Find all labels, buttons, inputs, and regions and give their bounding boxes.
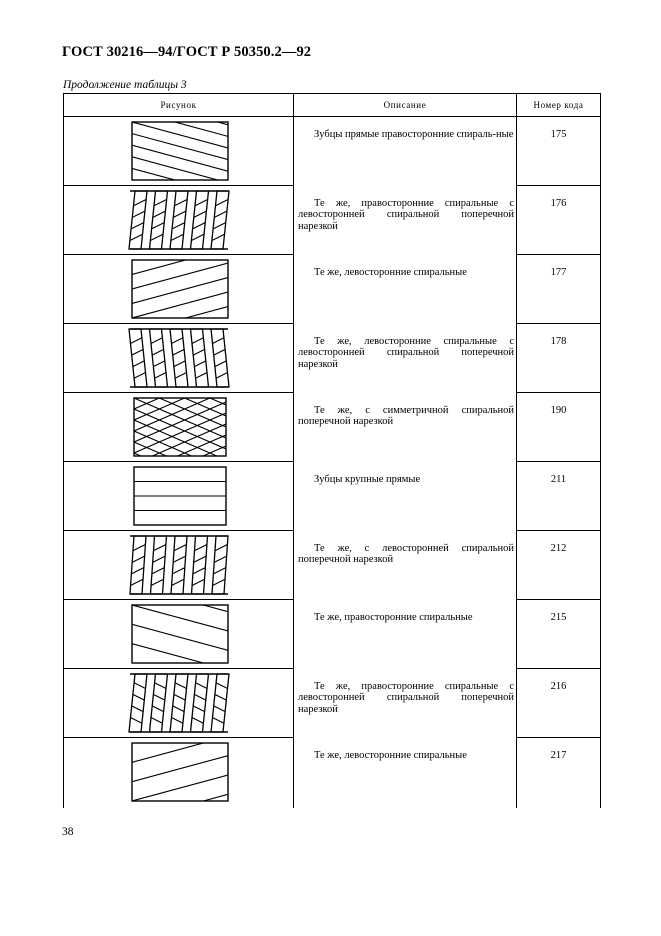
row-description: Те же, левосторонние спиральные: [314, 266, 467, 278]
cross-cut: [213, 223, 225, 229]
cross-cut: [171, 234, 183, 240]
figure-cell: [64, 600, 294, 669]
cross-cut: [213, 706, 225, 712]
row-description: Зубцы прямые правосторонние спираль-ные: [314, 129, 514, 140]
cross-cut: [195, 545, 207, 551]
cross-cut: [192, 579, 204, 585]
cross-cut: [193, 223, 205, 229]
cross-cut: [174, 361, 186, 367]
cross-cut: [130, 338, 142, 344]
cross-cut: [174, 545, 186, 551]
cross-cut: [153, 211, 165, 217]
hatch-line: [134, 402, 226, 442]
cross-cut: [215, 545, 227, 551]
hatch-line: [134, 393, 226, 398]
hatch-line: [132, 157, 228, 183]
cross-cut: [152, 349, 164, 355]
description-cell: [294, 324, 517, 393]
code-cell: [517, 324, 601, 393]
hatch-group: [132, 117, 228, 185]
code-cell: [517, 462, 601, 531]
cross-cut: [130, 717, 142, 723]
figure-border: [132, 260, 228, 318]
tooth-bar: [151, 536, 167, 594]
description-cell: [294, 255, 517, 324]
cross-cut: [154, 545, 166, 551]
hatch-line: [134, 409, 226, 449]
figure-cell: [64, 324, 294, 393]
hatch-group: [132, 255, 228, 323]
cross-cut: [194, 694, 206, 700]
column-header-description: Описание: [294, 94, 517, 117]
row-code: 211: [550, 474, 567, 485]
tooth-bar: [150, 191, 168, 249]
cross-cut: [151, 717, 163, 723]
hatch-line: [132, 600, 228, 612]
hatch-line: [134, 413, 226, 453]
row-description: Те же, левосторонние спиральные: [314, 749, 467, 761]
hatch-line: [132, 307, 228, 324]
hatch-line: [134, 420, 226, 460]
pattern-figure: [64, 600, 294, 668]
hatch-line: [132, 263, 228, 289]
cross-cut: [133, 211, 145, 217]
description-cell: [294, 531, 517, 600]
cross-cut: [215, 211, 227, 217]
cross-cut: [192, 717, 204, 723]
cross-cut: [213, 349, 225, 355]
cross-cut: [172, 706, 184, 712]
code-cell: [517, 738, 601, 809]
cross-cut: [214, 556, 226, 562]
hatch-line: [132, 255, 228, 260]
hatch-line: [134, 457, 226, 461]
cross-cut: [173, 556, 185, 562]
cross-cut: [134, 683, 146, 689]
cross-cut: [132, 568, 144, 574]
tooth-bar: [150, 674, 168, 732]
cross-cut: [192, 338, 204, 344]
figure-cell: [64, 255, 294, 324]
cross-cut: [133, 545, 145, 551]
cross-cut: [193, 706, 205, 712]
hatch-line: [132, 644, 228, 668]
figure-border: [132, 743, 228, 801]
code-cell: [517, 255, 601, 324]
cross-cut: [154, 372, 166, 378]
tooth-bar: [211, 191, 229, 249]
row-code: 175: [550, 129, 567, 140]
cross-cut: [154, 683, 166, 689]
cross-cut: [131, 579, 143, 585]
cross-cut: [130, 234, 142, 240]
hatch-group: [132, 600, 228, 668]
cross-cut: [131, 706, 143, 712]
hatch-line: [132, 180, 228, 185]
cross-cut: [171, 338, 183, 344]
cross-cut: [193, 568, 205, 574]
hatch-group: [134, 393, 226, 461]
cross-cut: [174, 694, 186, 700]
cross-cut: [172, 223, 184, 229]
code-cell: [517, 393, 601, 462]
tooth-bar: [129, 191, 147, 249]
cross-cut: [151, 338, 163, 344]
cross-cut: [195, 683, 207, 689]
table-row: [64, 393, 601, 462]
pattern-figure: [64, 117, 294, 185]
hatch-line: [132, 278, 228, 304]
column-header-figure: Рисунок: [64, 94, 294, 117]
knurl-table: [63, 93, 601, 808]
cross-cut: [131, 223, 143, 229]
tooth-bar: [191, 191, 209, 249]
pattern-figure: [64, 738, 294, 808]
row-description: Те же, правосторонние спиральные: [314, 611, 473, 623]
description-cell: [294, 393, 517, 462]
row-description: Те же, левосторонние спиральные с левосторонней спиральной поперечной нарезкой: [298, 335, 514, 370]
figure-cell: [64, 117, 294, 186]
pattern-figure: [64, 255, 294, 323]
code-cell: [517, 117, 601, 186]
tooth-bar: [170, 674, 188, 732]
hatch-line: [132, 624, 228, 650]
tooth-bar: [129, 674, 147, 732]
cross-cut: [151, 234, 163, 240]
table-row: [64, 255, 601, 324]
cross-cut: [192, 234, 204, 240]
cross-cut: [212, 717, 224, 723]
pattern-figure: [64, 531, 294, 599]
cross-cut: [172, 579, 184, 585]
cross-cut: [214, 568, 226, 574]
tooth-bar: [170, 329, 188, 387]
figure-border: [132, 605, 228, 663]
figure-cell: [64, 186, 294, 255]
page-number: 38: [62, 826, 74, 838]
hatch-line: [132, 134, 228, 160]
cross-cut: [131, 349, 143, 355]
pattern-figure: [64, 393, 294, 461]
cross-cut: [134, 200, 146, 206]
row-code: 212: [550, 543, 567, 554]
cross-cut: [213, 579, 225, 585]
cross-cut: [175, 683, 187, 689]
hatch-line: [132, 122, 228, 148]
cross-cut: [153, 556, 165, 562]
cross-cut: [215, 361, 227, 367]
cross-cut: [215, 694, 227, 700]
row-description: Те же, с симметричной спиральной поперечной нарезкой: [298, 404, 514, 428]
figure-cell: [64, 462, 294, 531]
row-code: 215: [550, 612, 567, 623]
pattern-figure: [64, 462, 294, 530]
cross-cut: [174, 211, 186, 217]
cross-cut: [194, 211, 206, 217]
cross-cut: [216, 200, 228, 206]
table-row: [64, 669, 601, 738]
code-cell: [517, 600, 601, 669]
pattern-figure: [64, 186, 294, 254]
hatch-line: [132, 738, 228, 762]
row-code: 217: [550, 750, 567, 761]
cross-cut: [216, 683, 228, 689]
description-cell: [294, 738, 517, 809]
figure-cell: [64, 669, 294, 738]
row-description: Те же, правосторонние спиральные с левосторонней спиральной поперечной нарезкой: [298, 197, 514, 232]
hatch-line: [132, 663, 228, 668]
cross-cut: [194, 361, 206, 367]
row-description: Те же, с левосторонней спиральной поперечной нарезкой: [298, 542, 514, 566]
tooth-bar: [192, 536, 208, 594]
row-code: 176: [550, 198, 567, 209]
cross-cut: [153, 361, 165, 367]
description-cell: [294, 669, 517, 738]
code-cell: [517, 186, 601, 255]
cross-cut: [134, 372, 146, 378]
table-row: [64, 531, 601, 600]
tooth-bar: [212, 536, 228, 594]
row-description: Те же, правосторонние спиральные с левосторонней спиральной поперечной нарезкой: [298, 680, 514, 715]
hatch-line: [132, 738, 228, 743]
row-code: 177: [550, 267, 567, 278]
row-code: 216: [550, 681, 567, 692]
description-cell: [294, 462, 517, 531]
tooth-bar: [191, 329, 209, 387]
cross-cut: [153, 694, 165, 700]
code-cell: [517, 531, 601, 600]
cross-cut: [132, 556, 144, 562]
tooth-bar: [129, 329, 147, 387]
hatch-line: [132, 292, 228, 318]
hatch-line: [132, 145, 228, 171]
table-row: [64, 186, 601, 255]
hatch-line: [134, 393, 226, 394]
tooth-bar: [130, 536, 146, 594]
tooth-bar: [170, 191, 188, 249]
table-row: [64, 462, 601, 531]
table-row: [64, 600, 601, 669]
cross-cut: [133, 694, 145, 700]
figure-cell: [64, 531, 294, 600]
cross-cut: [171, 717, 183, 723]
figure-cell: [64, 393, 294, 462]
cross-cut: [133, 361, 145, 367]
row-code: 190: [550, 405, 567, 416]
tooth-bar: [191, 674, 209, 732]
row-description: Зубцы крупные прямые: [314, 473, 421, 485]
description-cell: [294, 600, 517, 669]
cross-cut: [154, 200, 166, 206]
cross-cut: [175, 372, 187, 378]
hatch-line: [132, 117, 228, 136]
hatch-line: [134, 398, 226, 438]
cross-cut: [193, 349, 205, 355]
cross-cut: [195, 200, 207, 206]
cross-cut: [152, 568, 164, 574]
tooth-bar: [211, 329, 229, 387]
document-header: ГОСТ 30216—94/ГОСТ Р 50350.2—92: [62, 44, 312, 60]
row-code: 178: [550, 336, 567, 347]
figure-border: [132, 122, 228, 180]
tooth-bar: [171, 536, 187, 594]
cross-cut: [152, 223, 164, 229]
code-cell: [517, 669, 601, 738]
cross-cut: [195, 372, 207, 378]
hatch-group: [132, 738, 228, 808]
figure-cell: [64, 738, 294, 809]
column-header-code: Номер кода: [517, 94, 601, 117]
cross-cut: [212, 234, 224, 240]
hatch-line: [132, 605, 228, 631]
cross-cut: [173, 568, 185, 574]
table-row: [64, 738, 601, 809]
hatch-line: [132, 168, 228, 185]
hatch-line: [132, 775, 228, 801]
cross-cut: [194, 556, 206, 562]
tooth-bar: [211, 674, 229, 732]
cross-cut: [175, 200, 187, 206]
description-cell: [294, 117, 517, 186]
table-row: [64, 324, 601, 393]
table-row: [64, 117, 601, 186]
cross-cut: [212, 338, 224, 344]
cross-cut: [151, 579, 163, 585]
cross-cut: [216, 372, 228, 378]
pattern-figure: [64, 669, 294, 737]
cross-cut: [152, 706, 164, 712]
cross-cut: [172, 349, 184, 355]
pattern-figure: [64, 324, 294, 392]
description-cell: [294, 186, 517, 255]
hatch-line: [132, 756, 228, 782]
hatch-line: [132, 255, 228, 275]
table-caption: Продолжение таблицы 3: [63, 79, 187, 91]
tooth-bar: [150, 329, 168, 387]
